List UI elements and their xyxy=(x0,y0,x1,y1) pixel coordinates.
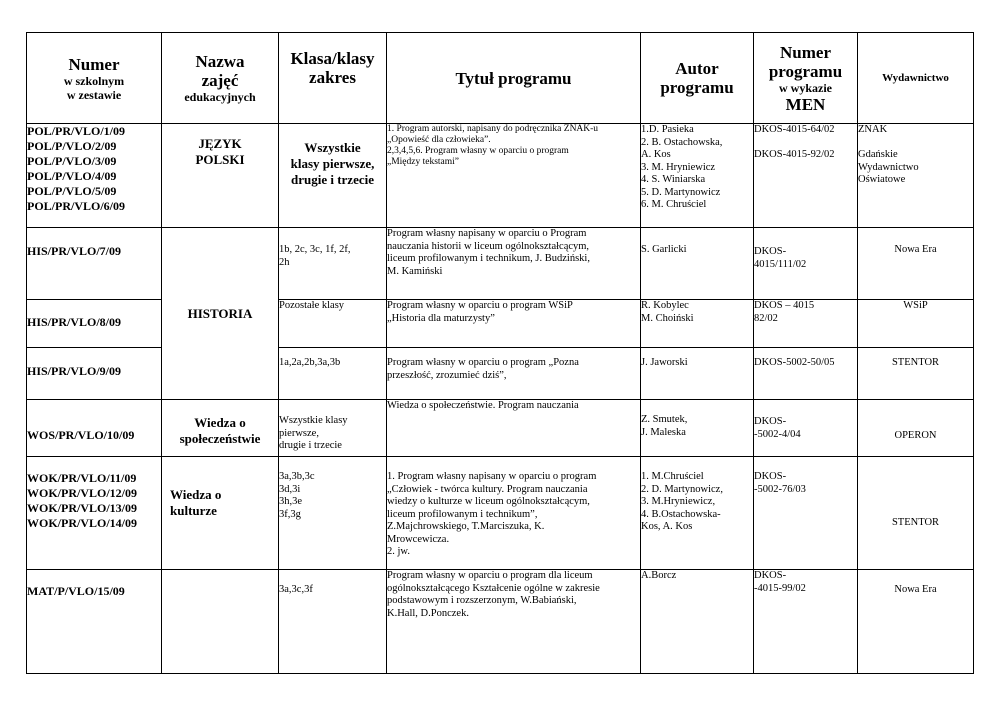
author-cell xyxy=(641,400,754,457)
title-cell xyxy=(387,348,641,400)
title-cell xyxy=(387,124,641,228)
classes-cell xyxy=(279,570,387,674)
header-men-big: MEN xyxy=(785,94,826,114)
program-title: 1. Program własny napisany w oparciu o program „Człowiek - twórca kultury. Program nauczania wiedzy o kulturze w liceum ogólnokształcącym, liceum profilowanym i technikum”, Z.Majchrowskiego, T.Marciszuka, K. Mrowcewicza. 2. jw. xyxy=(387,471,597,557)
title-cell xyxy=(387,400,641,457)
men-cell xyxy=(754,300,858,348)
publisher-cell xyxy=(858,228,974,300)
programs-table xyxy=(26,32,974,674)
author-cell xyxy=(641,300,754,348)
header-tytul xyxy=(387,33,641,124)
header-row xyxy=(27,33,974,124)
publisher-cell xyxy=(858,457,974,570)
codes-cell xyxy=(27,300,162,348)
publisher: WSiP xyxy=(903,300,928,311)
men-number: DKOS- -5002-4/04 xyxy=(754,416,801,440)
header-tytul-text: Tytuł programu xyxy=(455,68,572,88)
codes-cell xyxy=(27,570,162,674)
subject-name: HISTORIA xyxy=(187,305,253,321)
program-codes: HIS/PR/VLO/9/09 xyxy=(27,364,122,378)
program-title: Program własny w oparciu o program WSiP „Historia dla maturzysty” xyxy=(387,300,573,324)
header-klasa xyxy=(279,33,387,124)
header-nazwa-sub: edukacyjnych xyxy=(184,90,256,104)
men-cell xyxy=(754,228,858,300)
program-codes: WOK/PR/VLO/11/09 WOK/PR/VLO/12/09 WOK/PR/VLO/13/09 WOK/PR/VLO/14/09 xyxy=(27,471,138,530)
program-codes: WOS/PR/VLO/10/09 xyxy=(27,428,135,442)
classes-text: Pozostałe klasy xyxy=(279,300,345,311)
classes-cell xyxy=(279,228,387,300)
program-author: Z. Smutek, J. Maleska xyxy=(641,414,688,438)
subject-cell xyxy=(162,570,279,674)
program-title: Program własny w oparciu o program dla liceum ogólnokształcącego Kształcenie ogólne w zakresie podstawowym i rozszerzonym, W.Babiański, K.Hall, D.Ponczek. xyxy=(387,570,600,619)
subject-cell xyxy=(162,124,279,228)
title-cell xyxy=(387,457,641,570)
publisher: OPERON xyxy=(894,430,937,441)
men-cell xyxy=(754,124,858,228)
publisher: ZNAK Gdańskie Wydawnictwo Oświatowe xyxy=(858,124,919,185)
codes-cell xyxy=(27,457,162,570)
program-codes: POL/PR/VLO/1/09 POL/P/VLO/2/09 POL/P/VLO/3/09 POL/P/VLO/4/09 POL/P/VLO/5/09 POL/PR/VLO/6/09 xyxy=(27,124,126,213)
table-row xyxy=(27,570,974,674)
program-author: S. Garlicki xyxy=(641,244,687,255)
publisher-cell xyxy=(858,400,974,457)
table-row xyxy=(27,400,974,457)
header-autor xyxy=(641,33,754,124)
men-cell xyxy=(754,400,858,457)
author-cell xyxy=(641,228,754,300)
header-numer-main: Numer xyxy=(68,54,120,74)
header-numer xyxy=(27,33,162,124)
header-men-main: Numer programu xyxy=(768,42,843,81)
men-number: DKOS-4015-64/02 DKOS-4015-92/02 xyxy=(754,124,835,160)
header-numer-sub: w szkolnym w zestawie xyxy=(63,73,125,102)
header-wydawnictwo-text: Wydawnictwo xyxy=(882,72,949,84)
table-row xyxy=(27,457,974,570)
title-cell xyxy=(387,570,641,674)
header-men-sub: w wykazie xyxy=(779,80,832,95)
header-klasa-text: Klasa/klasy zakres xyxy=(290,49,375,87)
codes-cell xyxy=(27,400,162,457)
men-number: DKOS- 4015/111/02 xyxy=(754,246,807,270)
codes-cell xyxy=(27,124,162,228)
classes-cell xyxy=(279,457,387,570)
classes-text: 3a,3b,3c 3d,3i 3h,3e 3f,3g xyxy=(279,471,315,520)
classes-text: 1a,2a,2b,3a,3b xyxy=(279,357,341,368)
publisher: Nowa Era xyxy=(894,584,937,595)
classes-cell xyxy=(279,348,387,400)
header-men xyxy=(754,33,858,124)
classes-text: Wszystkie klasy pierwsze, drugie i trzecie xyxy=(290,140,375,187)
title-cell xyxy=(387,228,641,300)
men-number: DKOS- -4015-99/02 xyxy=(754,570,806,594)
publisher-cell xyxy=(858,300,974,348)
author-cell xyxy=(641,457,754,570)
men-cell xyxy=(754,570,858,674)
program-author: J. Jaworski xyxy=(641,357,688,368)
program-title: 1. Program autorski, napisany do podręcznika ZNAK-u „Opowieść dla człowieka”. 2,3,4,5,6. Program własny w oparciu o program „Między tekstami” xyxy=(387,124,599,167)
publisher: STENTOR xyxy=(891,357,940,368)
publisher: Nowa Era xyxy=(894,244,937,255)
header-wydawnictwo xyxy=(858,33,974,124)
table-row xyxy=(27,124,974,228)
subject-name: Wiedza o społeczeństwie xyxy=(179,415,261,446)
author-cell xyxy=(641,570,754,674)
men-number: DKOS – 4015 82/02 xyxy=(754,300,815,324)
program-title: Program własny napisany w oparciu o Program nauczania historii w liceum ogólnokształcącym, liceum profilowanym i technikum, J. Budziński, M. Kamiński xyxy=(387,228,590,277)
publisher-cell xyxy=(858,348,974,400)
classes-cell xyxy=(279,400,387,457)
header-autor-text: Autor programu xyxy=(660,59,734,97)
program-author: 1. M.Chruściel 2. D. Martynowicz, 3. M.Hryniewicz, 4. B.Ostachowska- Kos, A. Kos xyxy=(641,471,723,532)
publisher: STENTOR xyxy=(891,516,940,528)
classes-text: 1b, 2c, 3c, 1f, 2f, 2h xyxy=(279,244,351,268)
program-author: 1.D. Pasieka 2. B. Ostachowska, A. Kos 3. M. Hryniewicz 4. S. Winiarska 5. D. Martynowicz 6. M. Chruściel xyxy=(641,124,723,210)
classes-text: Wszystkie klasy pierwsze, drugie i trzecie xyxy=(279,415,348,451)
classes-cell xyxy=(279,124,387,228)
subject-name: JĘZYK POLSKI xyxy=(195,136,245,167)
men-number: DKOS- -5002-76/03 xyxy=(754,471,806,495)
author-cell xyxy=(641,124,754,228)
table-row xyxy=(27,228,974,300)
subject-cell xyxy=(162,400,279,457)
subject-name: Wiedza o kulturze xyxy=(170,487,222,518)
men-number: DKOS-5002-50/05 xyxy=(754,357,835,368)
program-author: A.Borcz xyxy=(641,570,677,581)
publisher-cell xyxy=(858,124,974,228)
program-title: Program własny w oparciu o program „Pozna przeszłość, zrozumieć dziś”, xyxy=(387,357,579,381)
title-cell xyxy=(387,300,641,348)
header-nazwa xyxy=(162,33,279,124)
subject-cell xyxy=(162,228,279,400)
classes-text: 3a,3c,3f xyxy=(279,584,313,595)
codes-cell xyxy=(27,228,162,300)
program-codes: MAT/P/VLO/15/09 xyxy=(27,584,125,598)
program-codes: HIS/PR/VLO/7/09 xyxy=(27,244,122,258)
publisher-cell xyxy=(858,570,974,674)
codes-cell xyxy=(27,348,162,400)
program-title: Wiedza o społeczeństwie. Program nauczania xyxy=(387,400,579,411)
men-cell xyxy=(754,348,858,400)
program-author: R. Kobylec M. Choiński xyxy=(641,300,694,324)
subject-cell xyxy=(162,457,279,570)
header-nazwa-main: Nazwa zajęć xyxy=(195,52,245,90)
author-cell xyxy=(641,348,754,400)
men-cell xyxy=(754,457,858,570)
program-codes: HIS/PR/VLO/8/09 xyxy=(27,315,122,329)
classes-cell xyxy=(279,300,387,348)
